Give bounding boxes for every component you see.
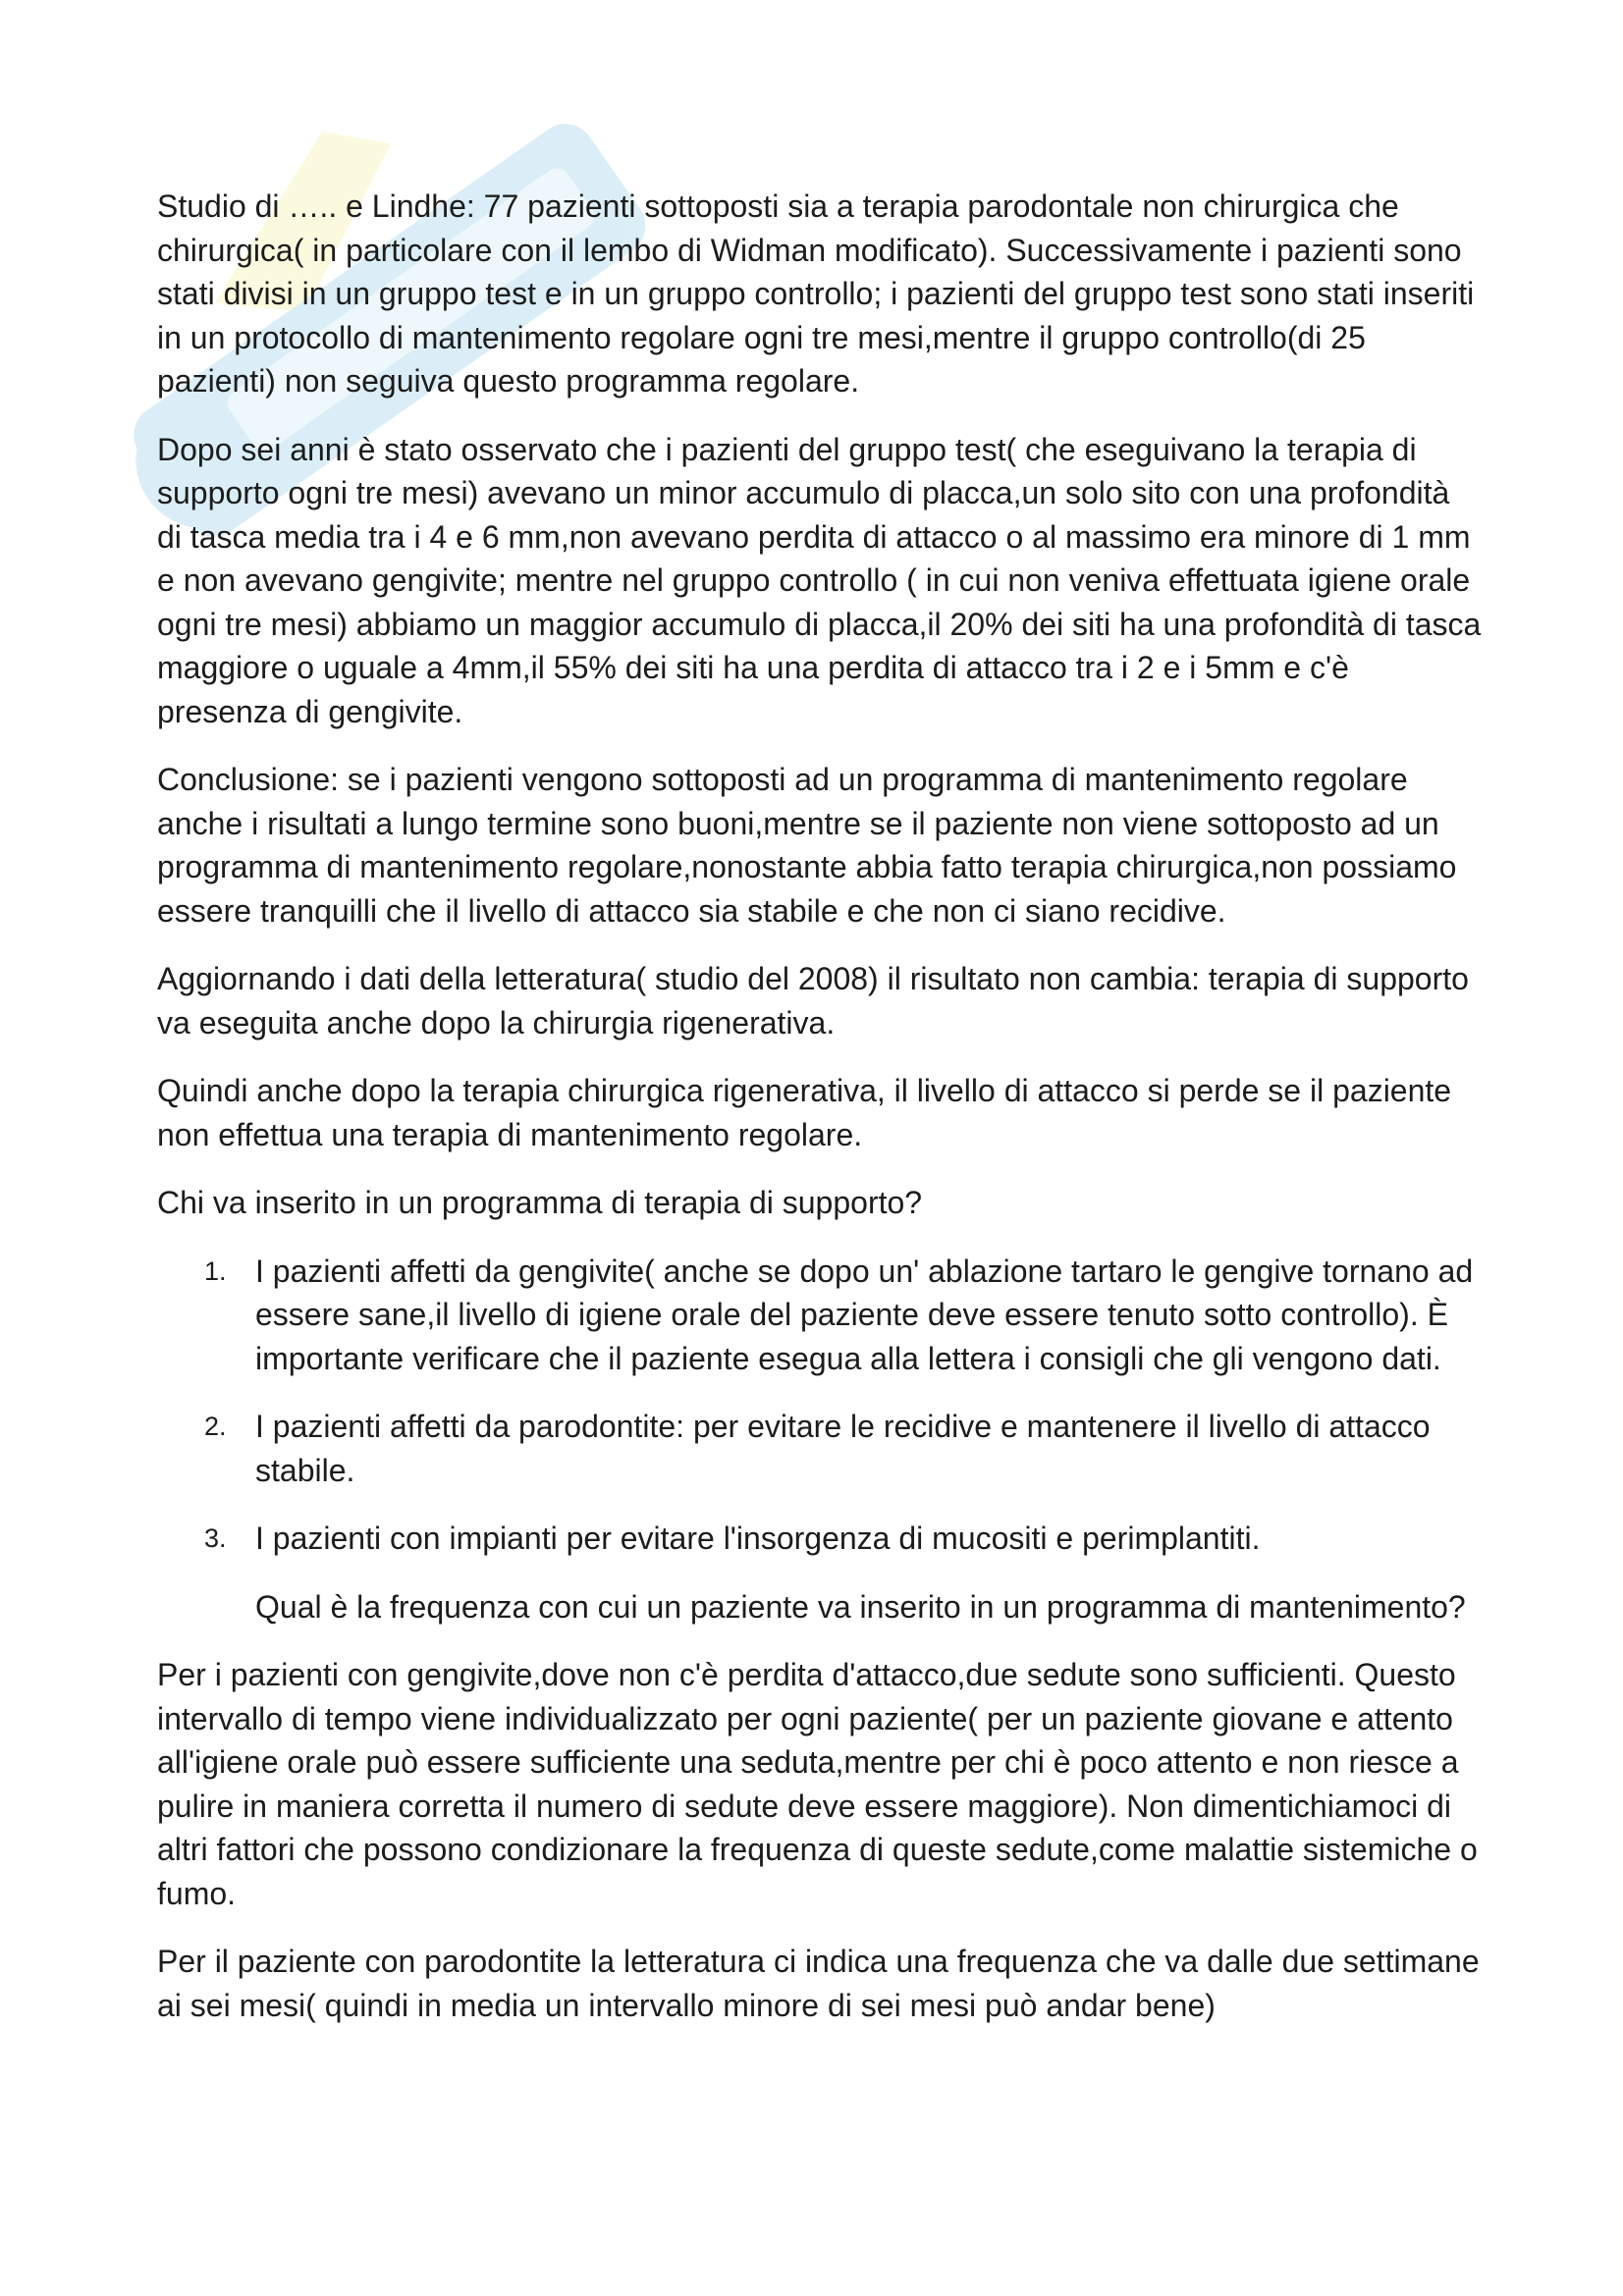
list-number: 2. [204,1412,227,1441]
paragraph-regenerative: Quindi anche dopo la terapia chirurgica rigenerativa, il livello di attacco si perde se il paziente non effettua una terapia di mantenimento regolare. [157,1073,1452,1152]
list-number: 3. [204,1523,227,1553]
paragraph-conclusion: Conclusione: se i pazienti vengono sottoposti ad un programma di mantenimento regolare anche i risultati a lungo termine sono buoni,mentre se il paziente non viene sottoposto ad un programma di mantenimento regolare,nonostante abbia fatto terapia chirurgica,non possiamo essere tranquilli che il livello di attacco sia stabile e che non ci siano recidive. [157,762,1457,929]
numbered-list [157,1250,1483,1561]
paragraph-gingivitis-frequency: Per i pazienti con gengivite,dove non c'è perdita d'attacco,due sedute sono sufficienti. Questo intervallo di tempo viene individualizzato per ogni paziente( per un paziente giovane e attento all'igiene orale può essere sufficiente una seduta,mentre per chi è poco attento e non riesce a pulire in maniera corretta il numero di sedute deve essere maggiore). Non dimentichiamoci di altri fattori che possono condizionare la frequenza di queste sedute,come malattie sistemiche o fumo. [157,1657,1478,1911]
document-body [157,185,1483,2052]
frequency-question: Qual è la frequenza con cui un paziente va inserito in un programma di mantenimento? [255,1588,1466,1625]
paragraph-results: Dopo sei anni è stato osservato che i pazienti del gruppo test( che eseguivano la terapia di supporto ogni tre mesi) avevano un minor accumulo di placca,un solo sito con una profondità di tasca media tra i 4 e 6 mm,non avevano perdita di attacco o al massimo era minore di 1 mm e non avevano gengivite; mentre nel gruppo controllo ( in cui non veniva effettuata igiene orale ogni tre mesi) abbiamo un maggior accumulo di placca,il 20% dei siti ha una profondità di tasca maggiore o uguale a 4mm,il 55% dei siti ha una perdita di attacco tra i 2 e i 5mm e c'è presenza di gengivite. [157,431,1482,729]
list-item-text: I pazienti affetti da gengivite( anche se dopo un' ablazione tartaro le gengive tornano ad essere sane,il livello di igiene orale del paziente deve essere tenuto sotto controllo). È importante verificare che il paziente esegua alla lettera i consigli che gli vengono dati. [255,1253,1474,1376]
paragraph-periodontitis-frequency: Per il paziente con parodontite la letteratura ci indica una frequenza che va dalle due settimane ai sei mesi( quindi in media un intervallo minore di sei mesi può andar bene) [157,1944,1480,2023]
list-item [157,1250,1483,1381]
list-number: 1. [204,1255,227,1286]
list-item-text: I pazienti affetti da parodontite: per evitare le recidive e mantenere il livello di attacco stabile. [255,1409,1431,1488]
list-item [157,1517,1483,1561]
list-item [157,1405,1483,1492]
paragraph-who-question: Chi va inserito in un programma di terapia di supporto? [157,1185,923,1220]
list-item-text: I pazienti con impianti per evitare l'insorgenza di mucositi e perimplantiti. [255,1521,1261,1556]
paragraph-literature: Aggiornando i dati della letteratura( studio del 2008) il risultato non cambia: terapia di supporto va eseguita anche dopo la chirurgia rigenerativa. [157,961,1469,1041]
paragraph-study: Studio di ….. e Lindhe: 77 pazienti sottoposti sia a terapia parodontale non chirurgica che chirurgica( in particolare con il lembo di Widman modificato). Successivamente i pazienti sono stati divisi in un gruppo test e in un gruppo controllo; i pazienti del gruppo test sono stati inseriti in un protocollo di mantenimento regolare ogni tre mesi,mentre il gruppo controllo(di 25 pazienti) non seguiva questo programma regolare. [157,188,1475,399]
